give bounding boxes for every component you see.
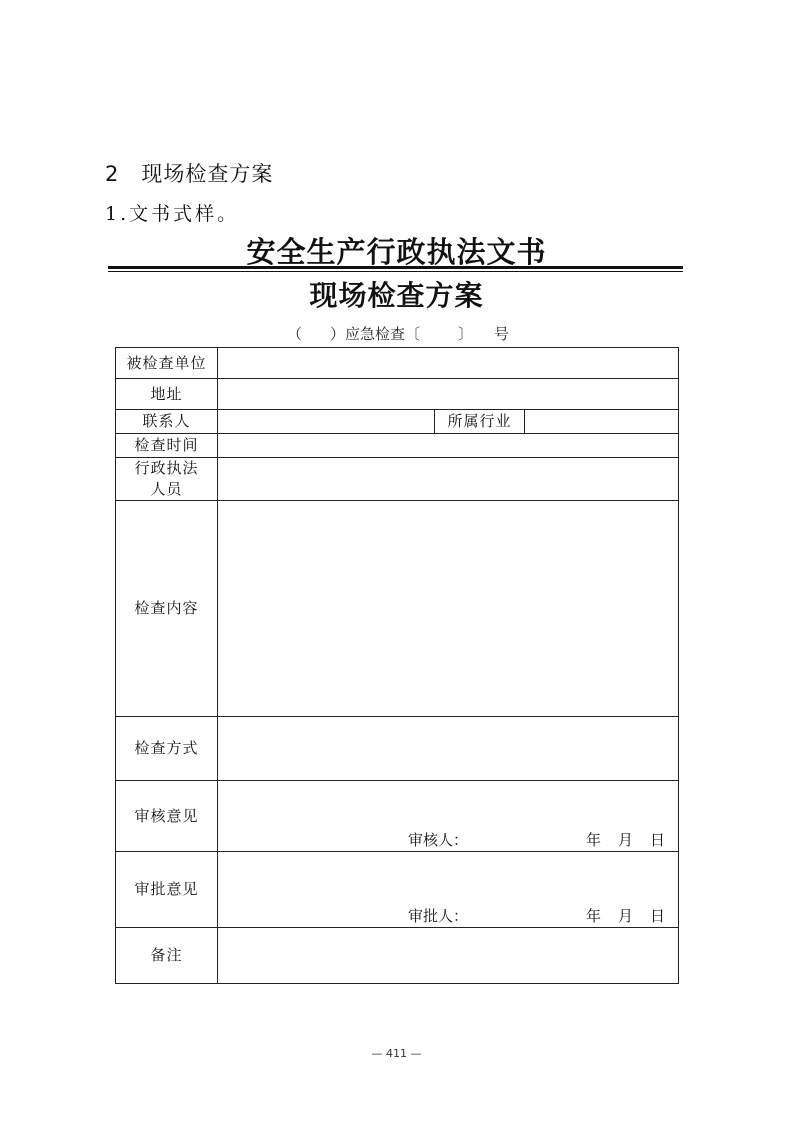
row-inspection-time bbox=[116, 434, 679, 458]
label-review-opinion: 审核意见 bbox=[116, 781, 218, 852]
section-number: 2 bbox=[105, 162, 120, 186]
label-contact: 联系人 bbox=[116, 410, 218, 434]
field-industry[interactable] bbox=[525, 410, 679, 434]
row-method bbox=[116, 717, 679, 781]
review-day: 日 bbox=[650, 831, 666, 849]
field-review-opinion[interactable] bbox=[218, 781, 679, 852]
field-inspected-unit[interactable] bbox=[218, 348, 679, 379]
approval-year: 年 bbox=[586, 907, 602, 925]
document-title: 安全生产行政执法文书 bbox=[246, 235, 547, 269]
field-address[interactable] bbox=[218, 379, 679, 410]
row-review bbox=[116, 781, 679, 852]
sample-label: 1.文书式样。 bbox=[105, 203, 240, 225]
label-remarks: 备注 bbox=[116, 928, 218, 984]
number-hao: 号 bbox=[494, 325, 510, 343]
approval-day: 日 bbox=[650, 907, 666, 925]
approval-month: 月 bbox=[618, 907, 634, 925]
label-inspection-time: 检查时间 bbox=[116, 434, 218, 458]
review-month: 月 bbox=[618, 831, 634, 849]
reviewer-signature-line bbox=[218, 829, 678, 847]
label-method: 检查方式 bbox=[116, 717, 218, 781]
document-subtitle: 现场检查方案 bbox=[309, 279, 484, 312]
row-address bbox=[116, 379, 679, 410]
field-contact[interactable] bbox=[218, 410, 435, 434]
inspection-plan-form bbox=[115, 347, 679, 984]
number-close-bracket: 〕 bbox=[458, 325, 474, 343]
number-open-paren: （ bbox=[287, 325, 303, 343]
approver-label: 审批人： bbox=[408, 907, 469, 925]
section-title: 现场检查方案 bbox=[141, 162, 274, 186]
label-approval-opinion: 审批意见 bbox=[116, 852, 218, 928]
title-rule-thick bbox=[108, 266, 683, 269]
label-industry: 所属行业 bbox=[435, 410, 525, 434]
approver-signature-line bbox=[218, 905, 678, 923]
field-approval-opinion[interactable] bbox=[218, 852, 679, 928]
section-heading bbox=[105, 158, 273, 188]
row-remarks bbox=[116, 928, 679, 984]
row-officers bbox=[116, 458, 679, 501]
review-year: 年 bbox=[586, 831, 602, 849]
field-inspection-time[interactable] bbox=[218, 434, 679, 458]
label-content: 检查内容 bbox=[116, 501, 218, 717]
field-officers[interactable] bbox=[218, 458, 679, 501]
page-number: — 411 — bbox=[371, 1047, 422, 1060]
label-address: 地址 bbox=[116, 379, 218, 410]
field-method[interactable] bbox=[218, 717, 679, 781]
field-remarks[interactable] bbox=[218, 928, 679, 984]
row-inspected-unit bbox=[116, 348, 679, 379]
row-approval bbox=[116, 852, 679, 928]
row-content bbox=[116, 501, 679, 717]
label-inspected-unit: 被检查单位 bbox=[116, 348, 218, 379]
label-officers: 行政执法人员 bbox=[116, 458, 218, 501]
number-agency-label: ）应急检查〔 bbox=[330, 325, 421, 343]
field-content[interactable] bbox=[218, 501, 679, 717]
row-contact bbox=[116, 410, 679, 434]
title-rule-thin bbox=[108, 271, 683, 272]
reviewer-label: 审核人： bbox=[408, 831, 469, 849]
